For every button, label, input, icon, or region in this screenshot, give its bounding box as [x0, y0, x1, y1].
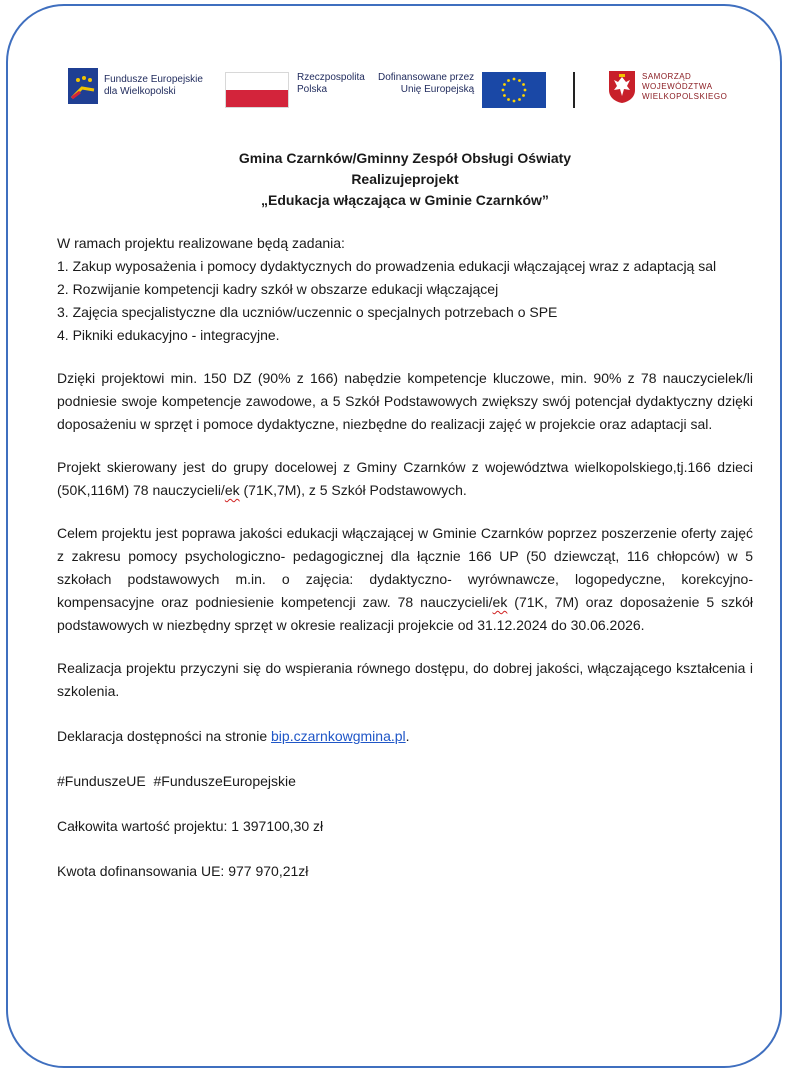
p3-text-b: (71K, 7M) oraz doposażenie 5 szkół podstawowych w niezbędny sprzęt w okresie realizacji projekcie od 31.12.2024 do 30.06.2026. [57, 594, 753, 633]
eu-star-icon [513, 78, 516, 81]
tasks-intro: W ramach projektu realizowane będą zadania: [57, 235, 345, 251]
eu-line2: Unię Europejską [400, 84, 475, 95]
eu-star-icon [507, 79, 510, 82]
rp-line1: Rzeczpospolita [297, 72, 365, 83]
logo-separator [573, 72, 575, 108]
fe-logo [68, 68, 203, 104]
task-item-4: 4. Pikniki edukacyjno - integracyjne. [57, 327, 280, 343]
eu-star-icon [507, 98, 510, 101]
eu-star-icon [522, 94, 525, 97]
logo-bar [60, 62, 750, 122]
title-line1: Gmina Czarnków/Gminny Zespół Obsługi Oświaty [238, 150, 572, 166]
sw-line1: SAMORZĄD [642, 72, 692, 81]
accessibility-declaration [57, 725, 753, 748]
fe-line2: dla Wielkopolski [104, 86, 176, 97]
eu-star-icon [518, 98, 521, 101]
coat-of-arms-icon [608, 70, 636, 104]
paragraph-realization: Realizacja projektu przyczyni się do wspierania równego dostępu, do dobrej jakości, włączającego kształcenia i szkolenia. [57, 660, 753, 699]
p3-text-a: Celem projektu jest poprawa jakości edukacji włączającej w Gminie Czarnków poprzez poszerzenie oferty zajęć z zakresu pomocy psychologiczno- pedagogicznej dla łącznie 166 UP (50 dziewcząt, 116 chłopców) w 5 szkołach podstawowych m.in. o zajęcia: dydaktyczno- wyrównawcze, logopedyczne, korekcyjno- kompensacyjne oraz podniesienie kompetencji zaw. 78 nauczycieli/ [57, 525, 753, 610]
document-body [57, 232, 753, 883]
p2-text-a: Projekt skierowany jest do grupy docelowej z Gminy Czarnków z województwa wielkopolskiego,tj.166 dzieci (50K,116M) 78 nauczycieli/ [57, 459, 753, 498]
sw-line3: WIELKOPOLSKIEGO [642, 92, 728, 101]
polish-flag-icon [225, 72, 289, 108]
task-item-1: 1. Zakup wyposażenia i pomocy dydaktycznych do prowadzenia edukacji włączającej wraz z adaptacją sal [57, 258, 717, 274]
task-item-2: 2. Rozwijanie kompetencji kadry szkół w obszarze edukacji włączającej [57, 281, 499, 297]
eu-logo [378, 72, 546, 108]
bip-link[interactable]: bip.czarnkowgmina.pl [271, 728, 406, 744]
eu-star-icon [513, 100, 516, 103]
eu-star-icon [522, 83, 525, 86]
sw-line2: WOJEWÓDZTWA [642, 82, 713, 91]
task-item-3: 3. Zajęcia specjalistyczne dla uczniów/uczennic o specjalnych potrzebach o SPE [57, 304, 558, 320]
eu-star-icon [503, 83, 506, 86]
rp-line2: Polska [297, 84, 328, 95]
paragraph-target-group [57, 456, 753, 502]
eu-star-icon [524, 89, 527, 92]
fe-line1: Fundusze Europejskie [104, 74, 203, 85]
title-line3: „Edukacja włączająca w Gminie Czarnków” [261, 192, 549, 208]
p2-text-b: (71K,7M), z 5 Szkół Podstawowych. [239, 482, 467, 498]
fe-flag-icon [68, 68, 98, 104]
eu-flag-icon [482, 72, 546, 108]
p3-spellcheck-word: ek [492, 594, 508, 610]
document-title [60, 148, 750, 211]
rp-logo [225, 72, 365, 108]
eu-star-icon [518, 79, 521, 82]
accessibility-prefix: Deklaracja dostępności na stronie [57, 728, 272, 744]
paragraph-competences: Dzięki projektowi min. 150 DZ (90% z 166) nabędzie kompetencje kluczowe, min. 90% z 78 nauczycielek/li podniesie swoje kompetencje zawodowe, a 5 Szkół Podstawowych zwiększy swój potencjał dydaktyczny dzięki doposażeniu w sprzęt i pomoce dydaktyczne, niezbędne do realizacji zajęć w projekcie oraz adaptacji sal. [57, 370, 753, 432]
p2-spellcheck-word: ek [224, 482, 240, 498]
eu-funding-amount: Kwota dofinansowania UE: 977 970,21zł [57, 863, 309, 879]
accessibility-suffix: . [405, 728, 410, 744]
title-line2: Realizujeprojekt [351, 171, 459, 187]
paragraph-goal [57, 522, 753, 637]
eu-star-icon [503, 94, 506, 97]
eu-line1: Dofinansowane przez [378, 72, 475, 83]
samorzad-logo [608, 70, 727, 104]
eu-star-icon [502, 89, 505, 92]
total-value: Całkowita wartość projektu: 1 397100,30 zł [57, 818, 324, 834]
hashtags: #FunduszeUE #FunduszeEuropejskie [57, 773, 296, 789]
